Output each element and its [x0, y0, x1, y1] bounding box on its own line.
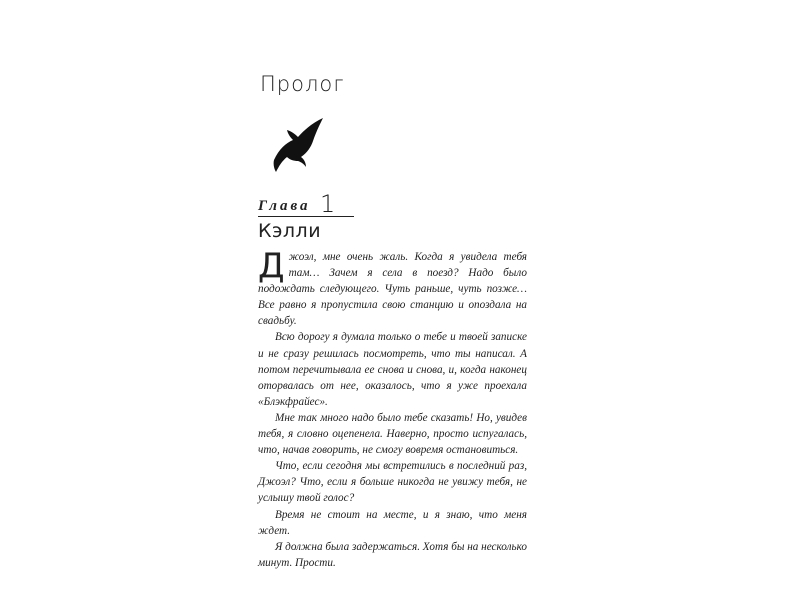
paragraph-1-text: жоэл, мне очень жаль. Когда я увидела тебя там… Зачем я села в поезд? Надо было подождать следующего. Чуть раньше, чуть позже… Все равно я пропустила свою станцию и опоздала на свадьбу.	[258, 251, 527, 328]
paragraph-1	[258, 246, 527, 329]
chapter-heading	[258, 190, 354, 218]
character-name: Кэлли	[258, 220, 322, 242]
paragraph-6: Я должна была задержаться. Хотя бы на несколько минут. Прости.	[258, 540, 527, 569]
drop-cap: Д	[258, 246, 285, 286]
chapter-number: 1	[320, 190, 336, 218]
paragraph-5: Время не стоит на месте, и я знаю, что меня ждет.	[258, 508, 527, 537]
chapter-body	[258, 246, 527, 571]
prologue-title: Пролог	[260, 72, 345, 96]
chapter-label: Глава	[258, 198, 311, 214]
paragraph-3: Мне так много надо было тебе сказать! Но, увидев тебя, я словно оцепенела. Наверно, просто испугалась, что, начав говорить, не смогу вовремя остановиться.	[258, 411, 527, 457]
paragraph-2: Всю дорогу я думала только о тебе и твоей записке и не сразу решилась посмотреть, что ты написал. А потом перечитывала ее снова и снова, и, когда наконец оторвалась от нее, оказалось, что я уже проехала «Блэкфрайес».	[258, 331, 527, 408]
swallow-icon	[270, 116, 326, 174]
paragraph-4: Что, если сегодня мы встретились в последний раз, Джоэл? Что, если я больше никогда не увижу тебя, не услышу твой голос?	[258, 460, 527, 505]
